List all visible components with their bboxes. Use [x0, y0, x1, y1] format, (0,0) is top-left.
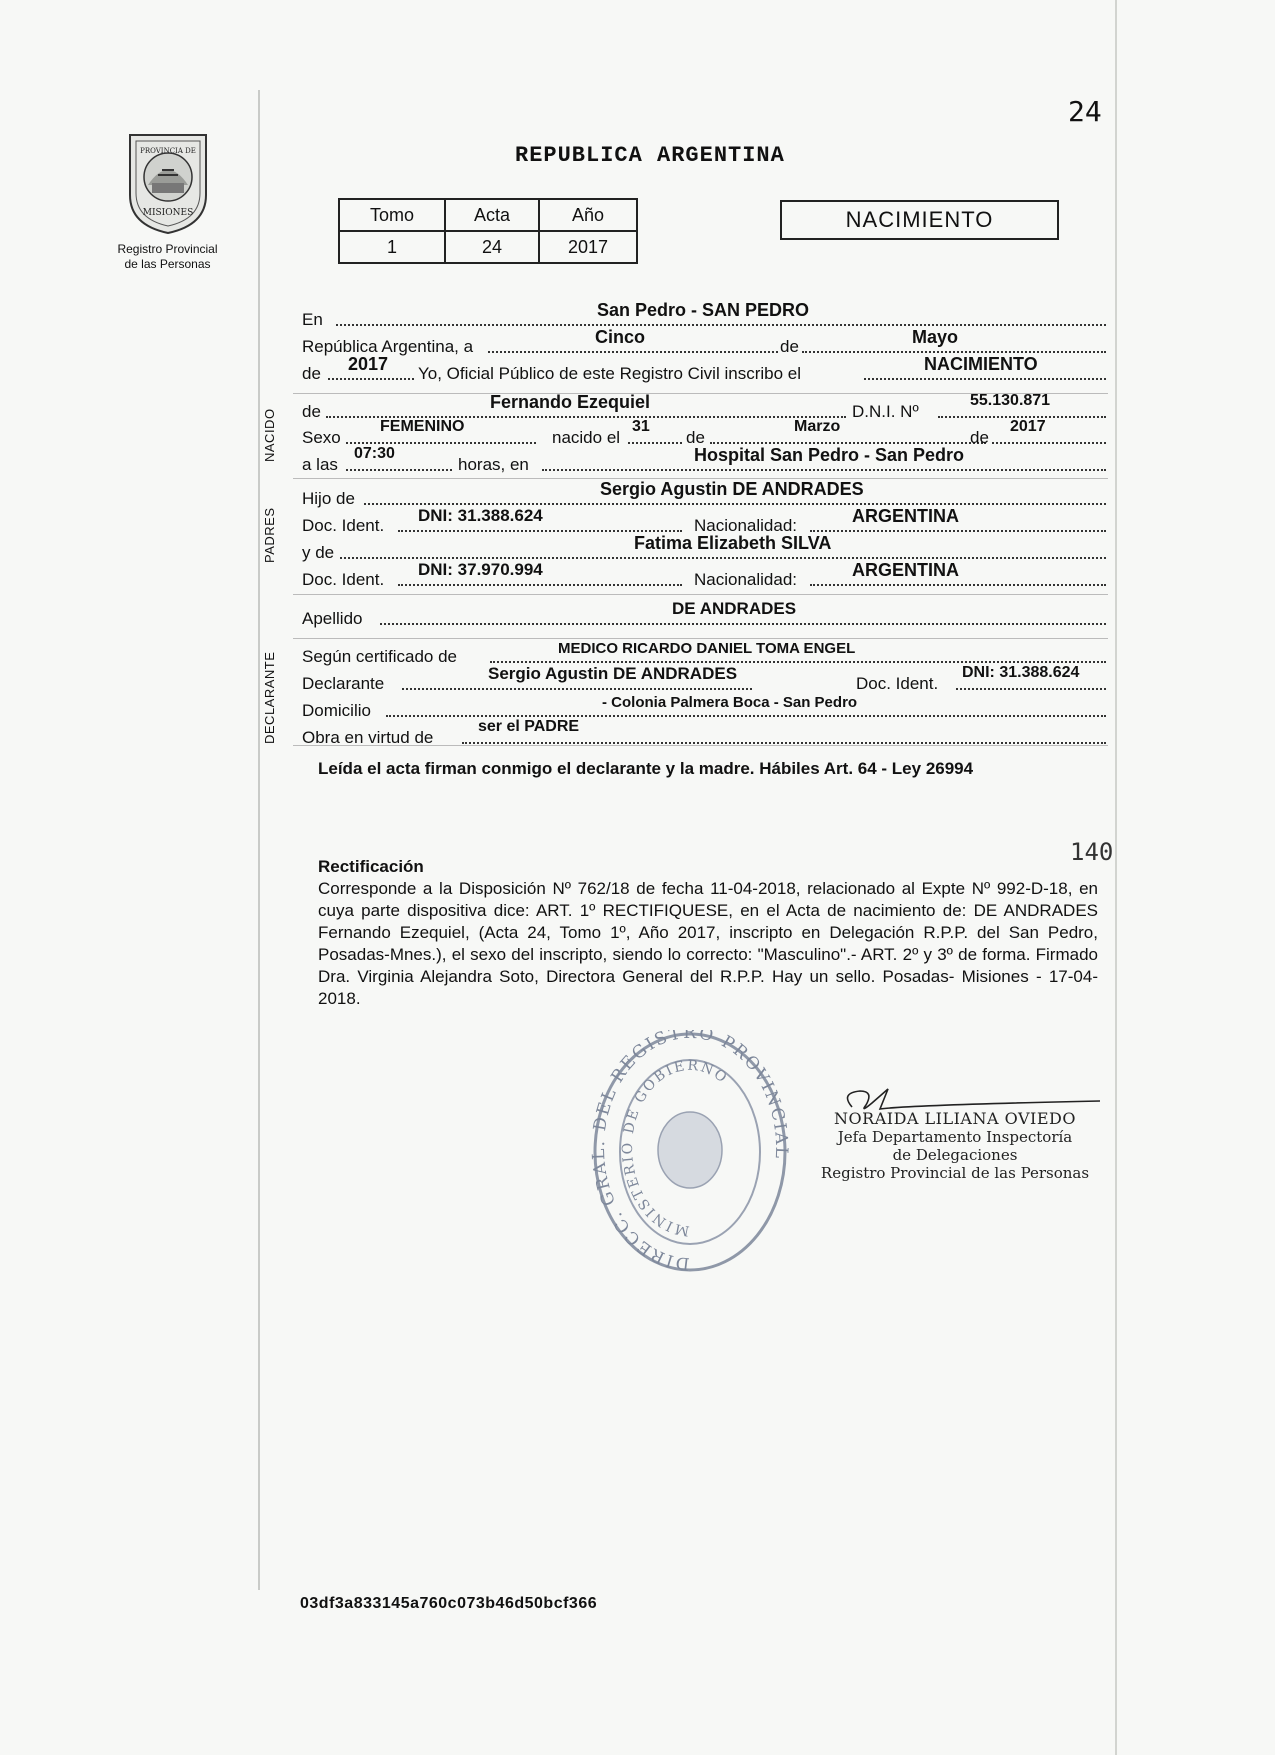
madre-nac: ARGENTINA — [852, 560, 959, 580]
certificado-label: Según certificado de — [302, 647, 457, 666]
nombre-label: de — [302, 402, 321, 421]
de3-label: de — [686, 428, 705, 447]
declarante-label: Declarante — [302, 674, 385, 693]
signer-role: Jefa Departamento Inspectoría — [837, 1128, 1073, 1146]
svg-text:PROVINCIA DE: PROVINCIA DE — [140, 147, 196, 155]
lugar-value: Hospital San Pedro - San Pedro — [694, 445, 965, 465]
registry-name-line1: Registro Provincial — [117, 242, 218, 256]
de4-label: de — [970, 428, 989, 447]
stamp-inner-text: MINISTERIO DE GOBIERNO — [620, 1057, 732, 1239]
reference-table — [338, 198, 638, 264]
hora-value: 07:30 — [354, 445, 395, 462]
yo-text: Yo, Oficial Público de este Registro Civil inscribo el — [418, 364, 801, 383]
registry-name — [100, 242, 235, 272]
nac-day: 31 — [632, 418, 650, 435]
obra-value: ser el PADRE — [478, 718, 580, 735]
signer-block — [820, 1110, 1090, 1182]
yde-label: y de — [302, 543, 335, 562]
scan-edge-line — [1115, 0, 1117, 1755]
nac-year: 2017 — [1010, 418, 1046, 435]
stamp-outer-text: DIRECC. GRAL. DEL REGISTRO PROVINCIAL — [590, 1030, 790, 1274]
nac2-label: Nacionalidad: — [694, 570, 798, 589]
section-label-declarante: DECLARANTE — [262, 651, 277, 744]
nac-month: Marzo — [794, 418, 841, 435]
signer-name: NORAIDA LILIANA OVIEDO — [834, 1109, 1076, 1128]
document-hash: 03df3a833145a760c073b46d50bcf366 — [300, 1595, 598, 1612]
signer-org: Registro Provincial de las Personas — [820, 1164, 1090, 1182]
sexo-label: Sexo — [302, 428, 341, 447]
doc-label: Doc. Ident. — [302, 516, 385, 535]
apellido-label: Apellido — [302, 609, 363, 628]
rectificacion-body: Corresponde a la Disposición Nº 762/18 de fecha 11-04-2018, relacionado al Expte Nº 992-D-18, en cuya parte dispositiva dice: ART. 1º RECTIFIQUESE, en el Acta de nacimiento de: DE ANDRADES Fernando Ezequiel, (Acta 24, Tomo 1º, Año 2017, inscripto en Delegación R.P.P. del San Pedro, Posadas-Mnes.), el sexo del inscripto, siendo lo correcto: "Masculino".- ART. 2º y 3º de forma. Firmado Dra. Virginia Alejandra Soto, Directora General del R.P.P. Hay un sello. Posadas- Misiones - 17-04-2018. — [318, 879, 1098, 1008]
dni-label: D.N.I. Nº — [852, 402, 919, 421]
republica-label: República Argentina, a — [302, 337, 474, 356]
day-value: Cinco — [595, 327, 646, 347]
madre-value: Fatima Elizabeth SILVA — [634, 533, 832, 553]
svg-text:MISIONES: MISIONES — [142, 208, 194, 218]
registry-name-line2: de las Personas — [124, 257, 211, 271]
domicilio-label: Domicilio — [302, 701, 371, 720]
padre-value: Sergio Agustin DE ANDRADES — [600, 479, 864, 499]
padre-nac: ARGENTINA — [852, 506, 959, 526]
year-value: 2017 — [348, 354, 389, 374]
en-value: San Pedro - SAN PEDRO — [597, 300, 810, 320]
official-stamp-icon — [590, 1030, 790, 1275]
de-label: de — [780, 337, 799, 356]
doc2-label: Doc. Ident. — [302, 570, 385, 589]
ref-header-ano: Año — [539, 199, 637, 231]
sexo-value: FEMENINO — [380, 418, 465, 435]
record-type-box: NACIMIENTO — [780, 200, 1059, 240]
margin-number: 140 — [1070, 838, 1114, 866]
de2-label: de — [302, 364, 321, 383]
form-row-obra — [302, 718, 1107, 750]
certificado-value: MEDICO RICARDO DANIEL TOMA ENGEL — [558, 640, 856, 657]
form-row-madre-doc — [302, 560, 1107, 592]
ref-value-ano: 2017 — [539, 231, 637, 263]
ref-header-acta: Acta — [445, 199, 539, 231]
rectificacion-title: Rectificación — [318, 857, 424, 876]
domicilio-value: - Colonia Palmera Boca - San Pedro — [602, 694, 858, 711]
ref-value-tomo: 1 — [339, 231, 445, 263]
form-row-domicilio — [302, 694, 1107, 723]
document-title: REPUBLICA ARGENTINA — [515, 143, 785, 168]
form-row-declarante — [302, 664, 1107, 696]
form-row-en — [302, 300, 1107, 332]
hijo-label: Hijo de — [302, 489, 355, 508]
declarante-doc: DNI: 31.388.624 — [962, 664, 1080, 681]
section-label-nacido: NACIDO — [262, 408, 277, 462]
horas-label: horas, en — [458, 455, 529, 474]
dotted-line — [710, 424, 986, 444]
form-row-hora — [302, 445, 1107, 477]
en-label: En — [302, 310, 323, 329]
doc3-label: Doc. Ident. — [856, 674, 939, 693]
nombre-value: Fernando Ezequiel — [490, 392, 651, 412]
dni-value: 55.130.871 — [970, 392, 1051, 409]
ref-value-acta: 24 — [445, 231, 539, 263]
ref-header-tomo: Tomo — [339, 199, 445, 231]
provincial-seal-icon — [118, 125, 218, 235]
section-label-padres: PADRES — [262, 507, 277, 563]
section-divider — [293, 638, 1108, 639]
nac-label: Nacionalidad: — [694, 516, 798, 535]
month-value: Mayo — [912, 327, 959, 347]
signer-role-2: de Delegaciones — [892, 1146, 1018, 1164]
form-row-inscribo — [302, 354, 1107, 386]
section-divider — [293, 594, 1108, 595]
margin-rule — [258, 90, 260, 1590]
form-row-apellido — [302, 599, 1107, 631]
nacido-label: nacido el — [552, 428, 621, 447]
apellido-value: DE ANDRADES — [672, 599, 797, 618]
padre-doc: DNI: 31.388.624 — [418, 506, 543, 525]
obra-label: Obra en virtud de — [302, 728, 434, 747]
page-number: 24 — [1068, 95, 1102, 128]
alas-label: a las — [302, 455, 338, 474]
declarante-value: Sergio Agustin DE ANDRADES — [488, 664, 738, 683]
closing-statement: Leída el acta firman conmigo el declarante y la madre. Hábiles Art. 64 - Ley 26994 — [318, 759, 974, 778]
madre-doc: DNI: 37.970.994 — [418, 560, 543, 579]
inscribo-value: NACIMIENTO — [924, 354, 1038, 374]
